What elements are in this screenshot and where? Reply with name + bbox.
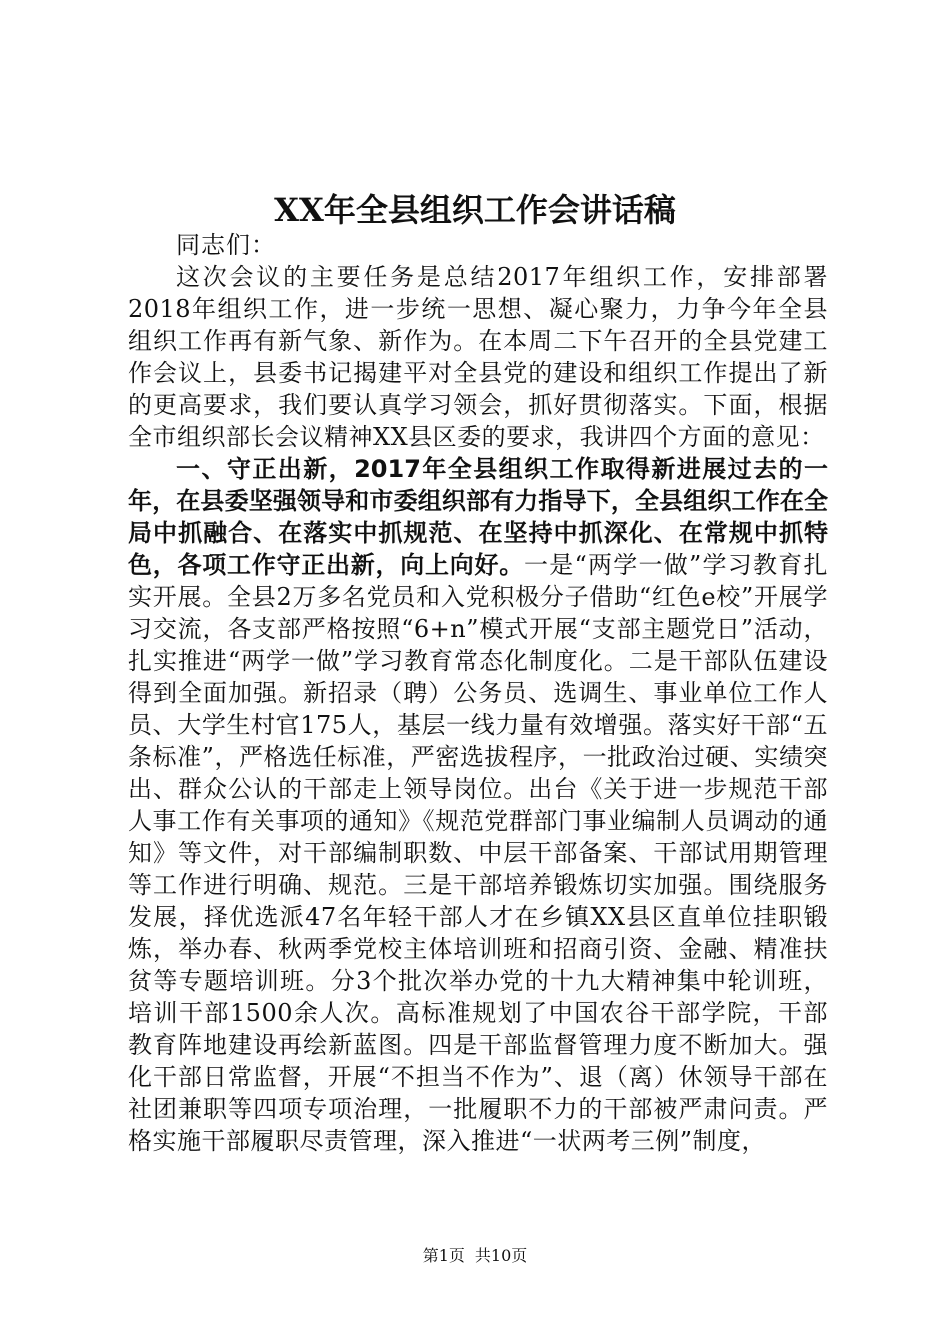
- section-1-body: 一是“两学一做”学习教育扎实开展。全县2万多名党员和入党积极分子借助“红色e校”开展学习交流，各支部严格按照“6+n”模式开展“支部主题党日”活动，扎实推进“两学一做”学习教育常态化制度化。二是干部队伍建设得到全面加强。新招录（聘）公务员、选调生、事业单位工作人员、大学生村官175人，基层一线力量有效增强。落实好干部“五条标准”，严格选任标准，严密选拔程序，一批政治过硬、实绩突出、群众公认的干部走上领导岗位。出台《关于进一步规范干部人事工作有关事项的通知》《规范党群部门事业编制人员调动的通知》等文件，对干部编制职数、中层干部备案、干部试用期管理等工作进行明确、规范。三是干部培养锻炼切实加强。围绕服务发展，择优选派47名年轻干部人才在乡镇XX县区直单位挂职锻炼，举办春、秋两季党校主体培训班和招商引资、金融、精准扶贫等专题培训班。分3个批次举办党的十九大精神集中轮训班，培训干部1500余人次。高标准规划了中国农谷干部学院，干部教育阵地建设再绘新蓝图。四是干部监督管理力度不断加大。强化干部日常监督，开展“不担当不作为”、退（离）休领导干部在社团兼职等四项专项治理，一批履职不力的干部被严肃问责。严格实施干部履职尽责管理，深入推进“一状两考三例”制度，: [128, 551, 829, 1155]
- section-1-heading: 一、守正出新，2017年全县组织工作取得新进展过去的一年，在县委坚强领导和市委组织部有力指导下，全县组织工作在全局中抓融合、在落实中抓规范、在坚持中抓深化、在常规中抓特色，各项工作守正出新，向上向好。: [128, 455, 828, 579]
- page-footer: [0, 1244, 950, 1268]
- document-title: XX年全县组织工作会讲话稿: [274, 191, 676, 229]
- greeting: 同志们：: [176, 231, 276, 259]
- page-number-total: 共10页: [474, 1246, 528, 1265]
- section-1-paragraph: [128, 453, 828, 1157]
- document-body: [128, 229, 828, 1157]
- intro-paragraph: 这次会议的主要任务是总结2017年组织工作，安排部署2018年组织工作，进一步统一思想、凝心聚力，力争今年全县组织工作再有新气象、新作为。在本周二下午召开的全县党建工作会议上，县委书记揭建平对全县党的建设和组织工作提出了新的更高要求，我们要认真学习领会，抓好贯彻落实。下面，根据全市组织部长会议精神XX县区委的要求，我讲四个方面的意见：: [128, 263, 828, 451]
- page-number-current: 第1页: [422, 1246, 465, 1265]
